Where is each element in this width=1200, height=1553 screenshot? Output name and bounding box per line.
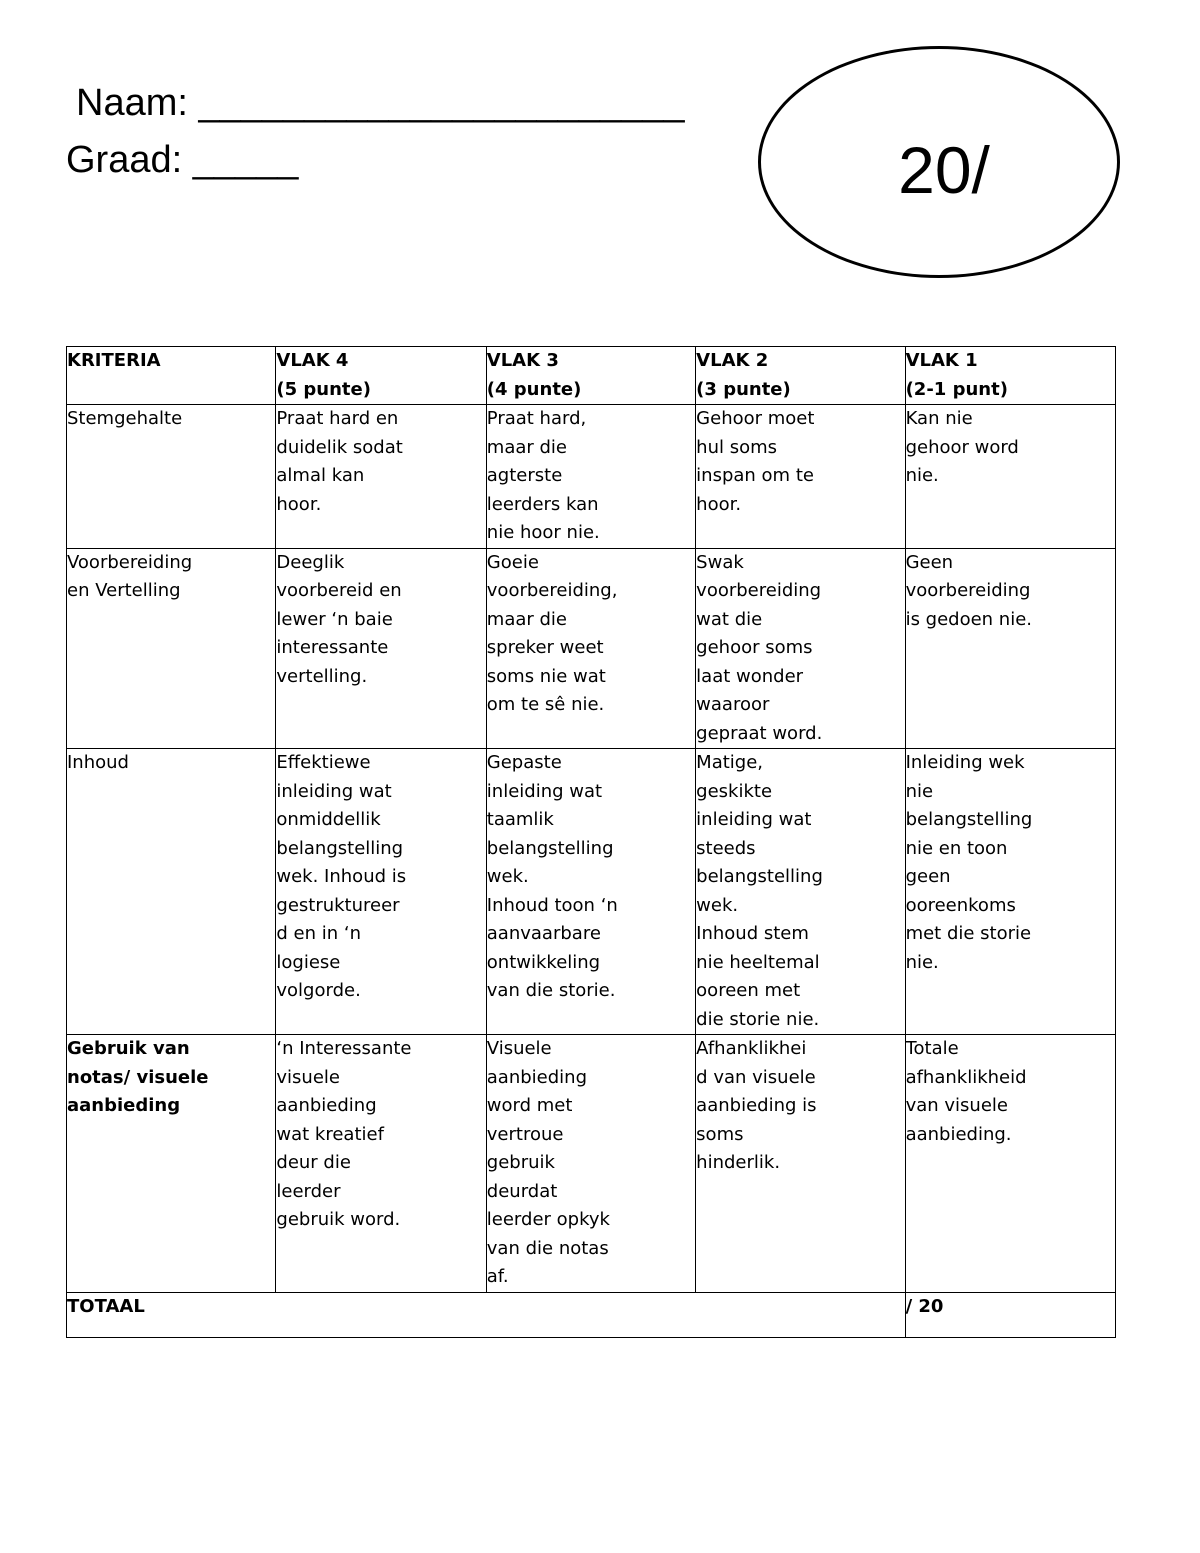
vlak-title: VLAK 1 (905, 350, 978, 371)
vlak-2-header (696, 347, 905, 405)
rubric-cell: Kan nie gehoor word nie. (905, 405, 1115, 549)
score-text: 20/ (898, 133, 990, 207)
vlak-points: (3 punte) (696, 378, 791, 400)
total-score: / 20 (905, 1292, 1115, 1337)
score-oval (758, 46, 1120, 278)
rubric-cell: Matige, geskikte inleiding wat steeds belangstelling wek. Inhoud stem nie heeltemal ooreen met die storie nie. (696, 749, 905, 1035)
criterion-cell: Voorbereiding en Vertelling (67, 548, 276, 749)
table-row-voorbereiding (67, 548, 1116, 749)
table-row-stemgehalte (67, 405, 1116, 549)
rubric-cell: Swak voorbereiding wat die gehoor soms laat wonder waaroor gepraat word. (696, 548, 905, 749)
vlak-1-header (905, 347, 1115, 405)
rubric-cell: Inleiding wek nie belangstelling nie en toon geen ooreenkoms met die storie nie. (905, 749, 1115, 1035)
rubric-cell: Afhanklikhei d van visuele aanbieding is soms hinderlik. (696, 1035, 905, 1293)
rubric-cell: Totale afhanklikheid van visuele aanbieding. (905, 1035, 1115, 1293)
rubric-cell: Praat hard en duidelik sodat almal kan hoor. (276, 405, 486, 549)
vlak-points: (4 punte) (486, 378, 582, 400)
rubric-table (66, 346, 1116, 1338)
vlak-points: (5 punte) (276, 378, 371, 400)
rubric-cell: Gepaste inleiding wat taamlik belangstelling wek. Inhoud toon ‘n aanvaarbare ontwikkeling van die storie. (486, 749, 695, 1035)
rubric-cell: Geen voorbereiding is gedoen nie. (905, 548, 1115, 749)
rubric-cell: Deeglik voorbereid en lewer ‘n baie interessante vertelling. (276, 548, 486, 749)
vlak-title: VLAK 3 (486, 350, 559, 371)
table-row-inhoud (67, 749, 1116, 1035)
total-label: TOTAAL (67, 1292, 906, 1337)
naam-line: Naam: _______________________ (76, 82, 685, 124)
vlak-title: VLAK 4 (276, 350, 349, 371)
graad-line: Graad: _____ (66, 139, 299, 181)
rubric-cell: Effektiewe inleiding wat onmiddellik belangstelling wek. Inhoud is gestruktureer d en in ‘n logiese volgorde. (276, 749, 486, 1035)
table-row-gebruik-van-notas (67, 1035, 1116, 1293)
vlak-4-header (276, 347, 486, 405)
criterion-cell: Inhoud (67, 749, 276, 1035)
rubric-cell: Gehoor moet hul soms inspan om te hoor. (696, 405, 905, 549)
kriteria-header: KRITERIA (67, 347, 276, 405)
vlak-title: VLAK 2 (696, 350, 769, 371)
rubric-cell: ‘n Interessante visuele aanbieding wat kreatief deur die leerder gebruik word. (276, 1035, 486, 1293)
rubric-cell: Visuele aanbieding word met vertroue gebruik deurdat leerder opkyk van die notas af. (486, 1035, 695, 1293)
total-row (67, 1292, 1116, 1337)
criterion-cell: Stemgehalte (67, 405, 276, 549)
rubric-cell: Praat hard, maar die agterste leerders kan nie hoor nie. (486, 405, 695, 549)
rubric-cell: Goeie voorbereiding, maar die spreker weet soms nie wat om te sê nie. (486, 548, 695, 749)
criterion-cell: Gebruik van notas/ visuele aanbieding (67, 1035, 276, 1293)
vlak-3-header (486, 347, 695, 405)
vlak-points: (2-1 punt) (905, 378, 1008, 400)
header-row (67, 347, 1116, 405)
